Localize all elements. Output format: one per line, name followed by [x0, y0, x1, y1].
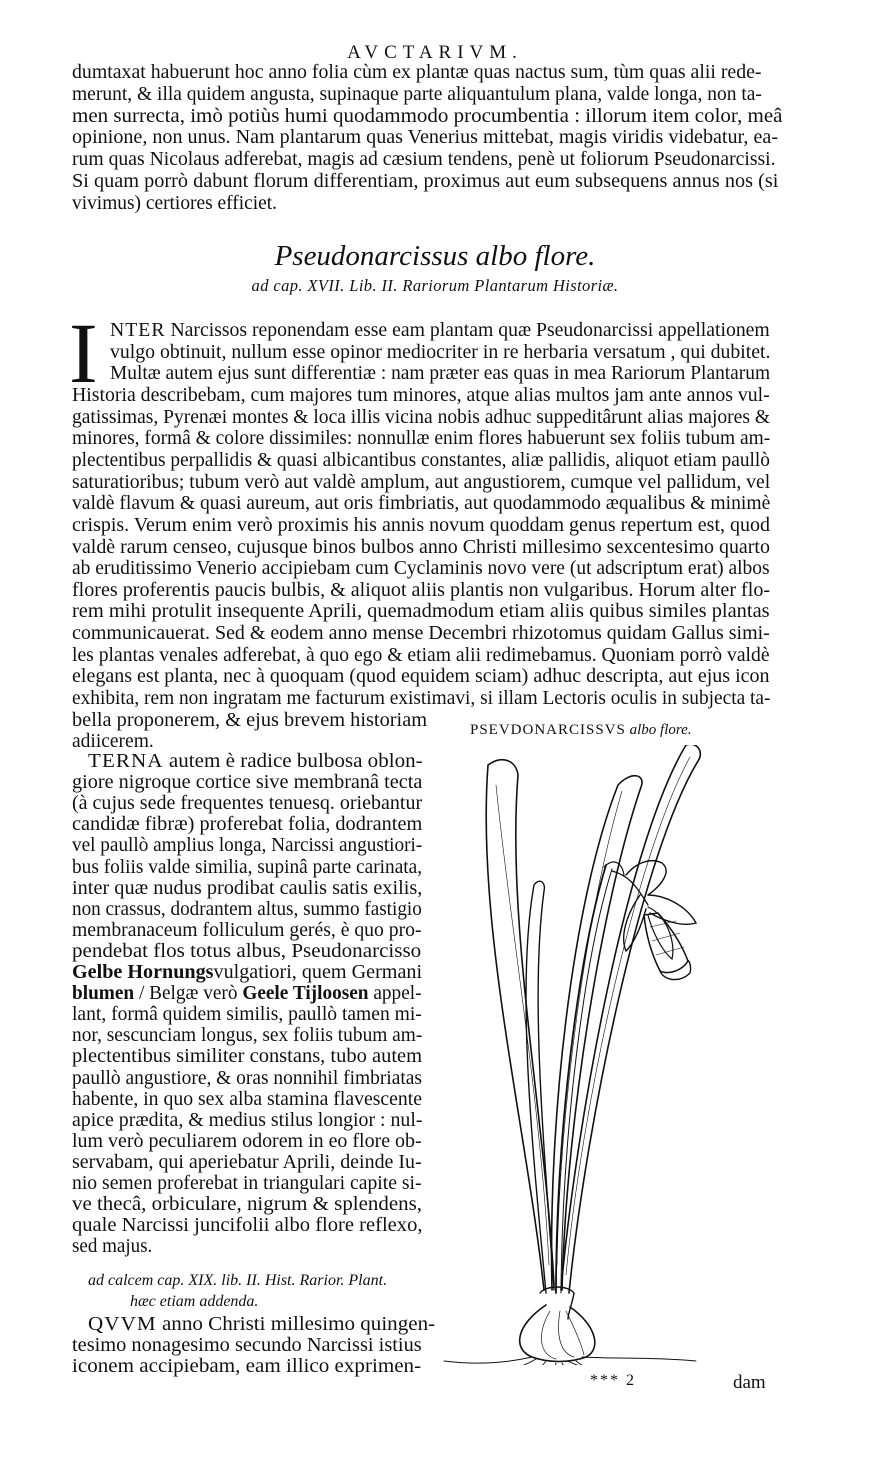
- line-text: rem mihi protulit insequente Aprili, quemadmodum etiam aliis quibus similes plantas: [72, 601, 770, 623]
- text-line: opinione, non unus. Nam plantarum quas Venerius mittebat, magis viridis videbatur, ea-: [72, 127, 779, 149]
- line-text: minores, formâ & colore dissimiles: nonnullæ enim flores habuerunt sex foliis tubum am-: [72, 428, 771, 450]
- text-line: [110, 343, 770, 363]
- line-text: nio semen proferebat in triangulari capite si-: [72, 1173, 422, 1194]
- line-text: apice prædita, & medius stilus longior : nul-: [72, 1109, 423, 1131]
- blackletter-word: Geele Tijloosen: [242, 983, 369, 1005]
- text-line: [72, 732, 154, 752]
- line-text: inter quæ nudus prodibat caulis satis exilis,: [72, 877, 423, 899]
- text-line: [72, 538, 770, 558]
- line-text: vulgatiori, quem Germani: [213, 962, 423, 983]
- text-line: [72, 559, 770, 579]
- line-text: pendebat flos totus albus, Pseudonarcisso: [72, 940, 422, 962]
- line-text: lum verò peculiarem odorem in eo flore ob-: [72, 1130, 422, 1152]
- figure-caption-italic: albo flore.: [629, 722, 692, 738]
- text-line: [88, 1315, 435, 1335]
- line-text: (à cujus sede frequentes tenuesq. oriebantur: [72, 793, 423, 815]
- small-caps-lead: NTER: [110, 320, 166, 341]
- text-line: [72, 1174, 422, 1194]
- text-line: [72, 1005, 422, 1025]
- text-line: [72, 667, 770, 687]
- line-text: appel-: [368, 983, 422, 1005]
- text-line: [72, 689, 770, 709]
- figure-caption-name: PSEVDONARCISSVS: [470, 722, 626, 738]
- blackletter-word: blumen: [72, 983, 135, 1005]
- text-line: [110, 364, 770, 384]
- figure-caption: [470, 722, 692, 739]
- text-line: [72, 624, 770, 644]
- text-line: [72, 900, 422, 920]
- drop-cap: I: [69, 305, 98, 401]
- line-text: Narcissos reponendam esse eam plantam quæ Pseudonarcissi appellationem: [165, 320, 770, 341]
- text-line: [72, 836, 422, 856]
- text-line: [72, 1216, 422, 1236]
- section-reference: ad cap. XVII. Lib. II. Rariorum Plantarum Historiæ.: [251, 276, 619, 295]
- line-text: saturatioribus; tubum verò aut valdè amplum, aut angustiorem, cumque vel pallidum, vel: [72, 471, 771, 493]
- line-text: vulgo obtinuit, nullum esse opinor mediocriter in re herbaria versatum , qui dubitet.: [110, 341, 771, 363]
- line-text: Historia describebam, cum majores tum minores, atque alias multos jam ante annos vul-: [72, 384, 770, 406]
- line-text: autem è radice bulbosa oblon-: [163, 751, 423, 772]
- line-text: crispis. Verum enim verò proximis his annis novum quoddam genus repertum est, quod: [72, 514, 770, 536]
- text-line: [72, 429, 770, 449]
- line-text: adiicerem.: [72, 731, 154, 753]
- text-line: [72, 858, 422, 878]
- text-line: [88, 752, 423, 772]
- text-line: [72, 581, 770, 601]
- text-line: dumtaxat habuerunt hoc anno folia cùm ex plantæ quas nactus sum, tùm quas alii rede-: [72, 62, 762, 83]
- signature-mark: *** 2: [590, 1372, 636, 1389]
- text-line: [72, 815, 422, 835]
- line-text: servabam, qui aperiebatur Aprili, deinde Iu-: [72, 1151, 422, 1173]
- text-line: vivimus) certiores efficiet.: [72, 192, 277, 214]
- line-text: communicauerat. Sed & eodem anno mense Decembri rhizotomus quidam Gallus simi-: [72, 623, 770, 645]
- text-line: [72, 451, 770, 471]
- text-line: [72, 773, 422, 793]
- text-line: [72, 494, 770, 514]
- small-caps-lead: TERNA: [88, 751, 164, 772]
- text-line: [72, 1357, 421, 1377]
- text-line: [72, 1153, 422, 1173]
- text-line: [72, 1237, 152, 1257]
- line-text: iconem accipiebam, eam illico exprimen-: [72, 1356, 422, 1378]
- text-line: [72, 1069, 422, 1089]
- text-line: [72, 1026, 422, 1046]
- line-text: bus foliis valde similia, supinâ parte carinata,: [72, 856, 423, 878]
- catchword: dam: [733, 1372, 766, 1393]
- line-text: ve thecâ, orbiculare, nigrum & splendens,: [72, 1194, 422, 1216]
- line-text: nor, sescunciam longus, sex foliis tubum am-: [72, 1025, 423, 1047]
- section-title: Pseudonarcissus albo flore.: [274, 240, 596, 272]
- line-text: exhibita, rem non ingratam me facturum existimavi, si illam Lectoris oculis in subjecta ta-: [72, 688, 771, 710]
- text-line: [72, 711, 427, 731]
- text-line: [72, 1132, 422, 1152]
- line-text: ab eruditissimo Venerio accipiebam cum Cyclaminis novo vere (ut adscriptum erat) albos: [72, 558, 770, 580]
- line-text: plectentibus similiter constans, tubo autem: [72, 1046, 423, 1068]
- line-text: candidæ fibræ) proferebat folia, dodrantem: [72, 814, 423, 836]
- blackletter-word: Gelbe Hornungs: [72, 962, 214, 983]
- text-line: [72, 602, 770, 622]
- line-text: lant, formâ quidem similis, paullò tamen mi-: [72, 1004, 422, 1026]
- line-text: vel paullò amplius longa, Narcissi angustiori-: [72, 835, 423, 857]
- sub-heading-line-1: ad calcem cap. XIX. lib. II. Hist. Rarior. Plant.: [88, 1272, 388, 1289]
- text-line: [72, 386, 770, 406]
- line-text: non crassus, dodrantem altus, summo fastigio: [72, 898, 422, 920]
- line-text: giore nigroque cortice sive membranâ tecta: [72, 772, 423, 794]
- line-text: plectentibus perpallidis & quasi albicantibus constantes, aliæ pallidis, aliquot etiam paullò: [72, 449, 770, 471]
- line-text: / Belgæ verò: [134, 983, 243, 1005]
- text-line: [72, 1047, 422, 1067]
- text-line: [72, 1336, 422, 1356]
- text-line: Si quam porrò dabunt florum differentiam, proximus aut eum subsequens annus nos (si: [72, 171, 779, 192]
- sub-heading-line-2: hæc etiam addenda.: [130, 1293, 259, 1310]
- text-line: [72, 984, 422, 1004]
- line-text: quale Narcissi juncifolii albo flore reflexo,: [72, 1215, 423, 1237]
- text-line: [72, 1195, 422, 1215]
- line-text: elegans est planta, nec à quoquam (quod equidem sciam) adhuc descripta, aut ejus icon: [72, 666, 770, 688]
- line-text: gatissimas, Pyrenæi montes & loca illis vicina nobis adhuc suppeditârunt alias majores &: [72, 406, 771, 428]
- text-line: [72, 646, 770, 666]
- line-text: bella proponerem, & ejus brevem historiam: [72, 709, 428, 731]
- line-text: sed majus.: [72, 1236, 153, 1258]
- text-line: [110, 321, 770, 341]
- text-line: [72, 408, 770, 428]
- text-line: [72, 1111, 422, 1131]
- line-text: anno Christi millesimo quingen-: [156, 1314, 436, 1335]
- running-head: AVCTARIVM.: [347, 42, 523, 63]
- small-caps-lead: QVVM: [88, 1314, 157, 1335]
- text-line: rum quas Nicolaus adferebat, magis ad cæsium tendens, penè ut foliorum Pseudonarcissi.: [72, 149, 776, 171]
- text-line: [72, 473, 770, 493]
- line-text: paullò angustiore, & oras nonnihil fimbriatas: [72, 1067, 422, 1089]
- text-line: [72, 879, 422, 899]
- text-line: [72, 1090, 422, 1110]
- line-text: les plantas venales adferebat, à quo ego & etiam alii redimebamus. Quoniam porrò valdè: [72, 644, 770, 666]
- line-text: flores proferentis paucis bulbis, & aliquot aliis plantis non vulgaribus. Horum alter flo-: [72, 579, 771, 601]
- text-line: men surrecta, imò potiùs humi quodammodo procumbentia : illorum item color, meâ: [72, 105, 783, 127]
- text-line: [72, 516, 770, 536]
- text-line: merunt, & illa quidem angusta, supinaque parte aliquantulum plana, valde longa, non ta-: [72, 83, 762, 105]
- line-text: habente, in quo sex alba stamina flavescente: [72, 1088, 422, 1110]
- text-line: [72, 921, 422, 941]
- line-text: tesimo nonagesimo secundo Narcissi istius: [72, 1335, 422, 1357]
- daffodil-woodcut-illustration: [436, 745, 766, 1365]
- line-text: valdè flavum & quasi aureum, aut oris fimbriatis, aut quodammodo æqualibus & minimè: [72, 493, 771, 515]
- text-line: [72, 942, 421, 962]
- line-text: membranaceum folliculum gerés, è quo pro-: [72, 919, 422, 941]
- text-line: [72, 963, 422, 983]
- text-line: [72, 794, 422, 814]
- line-text: Multæ autem ejus sunt differentiæ : nam præter eas quas in mea Rariorum Plantarum: [110, 363, 771, 385]
- line-text: valdè rarum censeo, cujusque binos bulbos anno Christi millesimo sexcentesimo quarto: [72, 536, 770, 558]
